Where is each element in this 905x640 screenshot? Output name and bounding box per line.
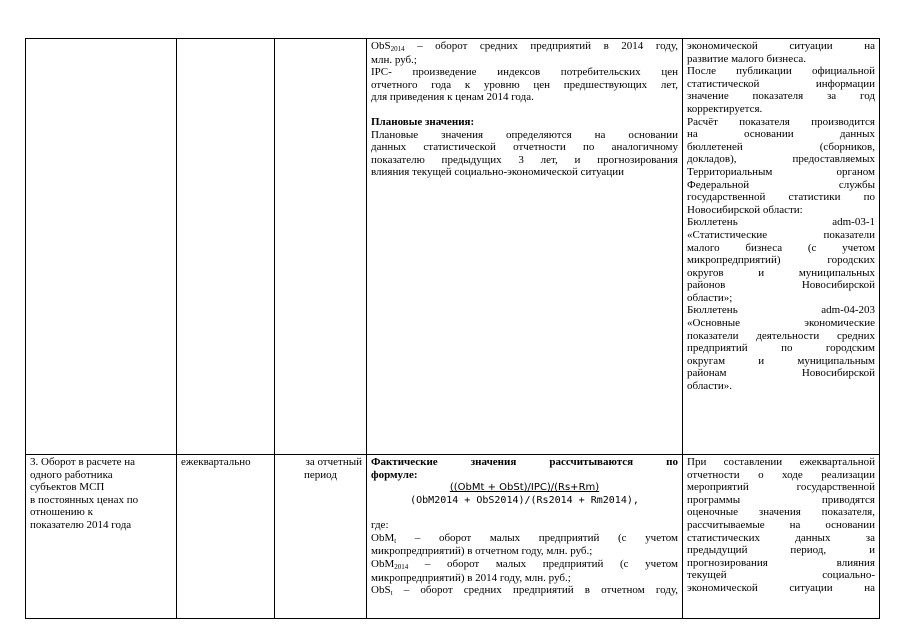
source-line: Новосибирской области: — [687, 203, 803, 216]
var-sub: 2014 — [394, 562, 409, 571]
definition-text: микропредприятий) в 2014 году, млн. руб.; — [371, 571, 571, 584]
source-line: значение показателя за год — [687, 90, 875, 103]
row2-source-cell — [683, 455, 880, 619]
indicator-name: показателю 2014 года — [30, 518, 132, 531]
periodicity-value: ежеквартально — [181, 456, 251, 468]
definition-text: микропредприятий) в отчетном году, млн. руб.; — [371, 545, 593, 558]
source-line: области». — [687, 380, 733, 393]
indicator-name: 3. Оборот в расчете на — [30, 456, 136, 468]
source-line: на основании данных — [687, 128, 875, 141]
where-label: где: — [371, 519, 389, 532]
var-obs: ObS — [371, 584, 391, 597]
row2-indicator-cell — [26, 455, 177, 619]
var-sub: 2014 — [390, 45, 405, 53]
document-table — [25, 38, 880, 619]
source-line: округам и муниципальным — [687, 354, 875, 367]
plan-text: Плановые значения определяются на основании — [371, 128, 678, 141]
plan-text: данных статистической отчетности по аналогичному — [371, 141, 678, 154]
source-line: Федеральной службы — [687, 178, 875, 191]
source-line: оценочные значения показателя, — [687, 506, 875, 519]
row2-periodicity-cell — [177, 455, 275, 619]
definition-text: отчетного года к уровню цен предшествующих лет, — [371, 78, 678, 91]
var-obm: ObM — [371, 531, 395, 544]
row1-periodicity-cell — [177, 39, 275, 455]
definition-text: млн. руб.; — [371, 53, 417, 66]
source-line: «Статистические показатели — [687, 228, 875, 241]
formula-denominator: (ObM2014 + ObS2014)/(Rs2014 + Rm2014), — [410, 495, 639, 507]
source-line: докладов), предоставляемых — [687, 153, 875, 166]
table-row — [26, 455, 880, 619]
obs2014-definition — [371, 40, 678, 54]
source-line: «Основные экономические — [687, 317, 875, 330]
plan-text: влияния текущей социально-экономической ситуации — [371, 166, 624, 179]
source-line: отчетности о ходе реализации — [687, 468, 875, 481]
source-line: прогнозирования влияния — [687, 556, 875, 569]
bulletin-1-title: Бюллетень adm-03-1 — [687, 216, 875, 229]
row1-source-cell — [683, 39, 880, 455]
var-obs: ObS — [371, 40, 391, 52]
source-line: экономической ситуации на — [687, 581, 875, 594]
source-line: мероприятий государственной — [687, 481, 875, 494]
indicator-name: одного работника — [30, 468, 113, 481]
source-line: микропредприятий) городских — [687, 254, 875, 267]
row1-method-cell — [367, 39, 683, 455]
row2-period-cell — [275, 455, 367, 619]
row2-method-cell — [367, 455, 683, 619]
source-line: округов и муниципальных — [687, 266, 875, 279]
actual-values-heading: Фактические значения рассчитываются по — [371, 456, 678, 468]
row1-indicator-cell — [26, 39, 177, 455]
indicator-name: субъектов МСП — [30, 481, 105, 494]
formula-numerator — [371, 481, 678, 494]
obmt-definition — [371, 532, 678, 546]
definition-text: – оборот средних предприятий в отчетном году, — [392, 584, 678, 597]
source-line: экономической ситуации на — [687, 40, 875, 52]
period-value: за отчетный — [305, 456, 362, 468]
source-line: текущей социально- — [687, 569, 875, 582]
var-sub: t — [394, 536, 397, 545]
source-line: После публикации официальной — [687, 65, 875, 78]
obst-definition — [371, 584, 678, 598]
source-line: государственной статистики по — [687, 191, 875, 204]
source-line: Расчёт показателя производится — [687, 115, 875, 128]
var-sub: t — [390, 589, 393, 598]
source-line: развитие малого бизнеса. — [687, 52, 806, 65]
ipc-definition: IPC- произведение индексов потребительских цен — [371, 66, 678, 79]
indicator-name: отношению к — [30, 506, 93, 519]
source-line: Территориальным органом — [687, 165, 875, 178]
plan-text: показателю предыдущих 3 лет, и прогнозирования — [371, 153, 678, 166]
source-line: статистической информации — [687, 77, 875, 90]
bulletin-2-title: Бюллетень adm-04-203 — [687, 304, 875, 317]
definition-text: – оборот малых предприятий (с учетом — [408, 557, 678, 570]
source-line: малого бизнеса (с учетом — [687, 241, 875, 254]
source-line: предыдущий период, и — [687, 544, 875, 557]
formula-numerator-text: ((ObMt + ObSt)/IPC)/(Rs+Rm) — [449, 482, 600, 494]
row1-period-cell — [275, 39, 367, 455]
table-row — [26, 39, 880, 455]
source-line: При составлении ежеквартальной — [687, 456, 875, 468]
source-line: программы приводятся — [687, 493, 875, 506]
var-obm: ObM — [371, 557, 395, 570]
obm2014-definition — [371, 558, 678, 572]
source-line: статистических данных за — [687, 531, 875, 544]
period-value: период — [304, 468, 337, 481]
source-line: предприятий по городским — [687, 342, 875, 355]
plan-heading: Плановые значения: — [371, 115, 475, 128]
source-line: районам Новосибирской — [687, 367, 875, 380]
source-line: области»; — [687, 291, 733, 304]
definition-text: – оборот малых предприятий (с учетом — [396, 531, 678, 544]
indicator-name: в постоянных ценах по — [30, 493, 139, 506]
source-line: рассчитываемые на основании — [687, 518, 875, 531]
source-line: бюллетеней (сборников, — [687, 140, 875, 153]
actual-values-heading: формуле: — [371, 468, 418, 481]
definition-text: для приведения к ценам 2014 года. — [371, 91, 534, 104]
source-line: районов Новосибирской — [687, 279, 875, 292]
definition-text: – оборот средних предприятий в 2014 году, — [404, 40, 678, 52]
source-line: показатели деятельности средних — [687, 329, 875, 342]
source-line: корректируется. — [687, 102, 763, 115]
